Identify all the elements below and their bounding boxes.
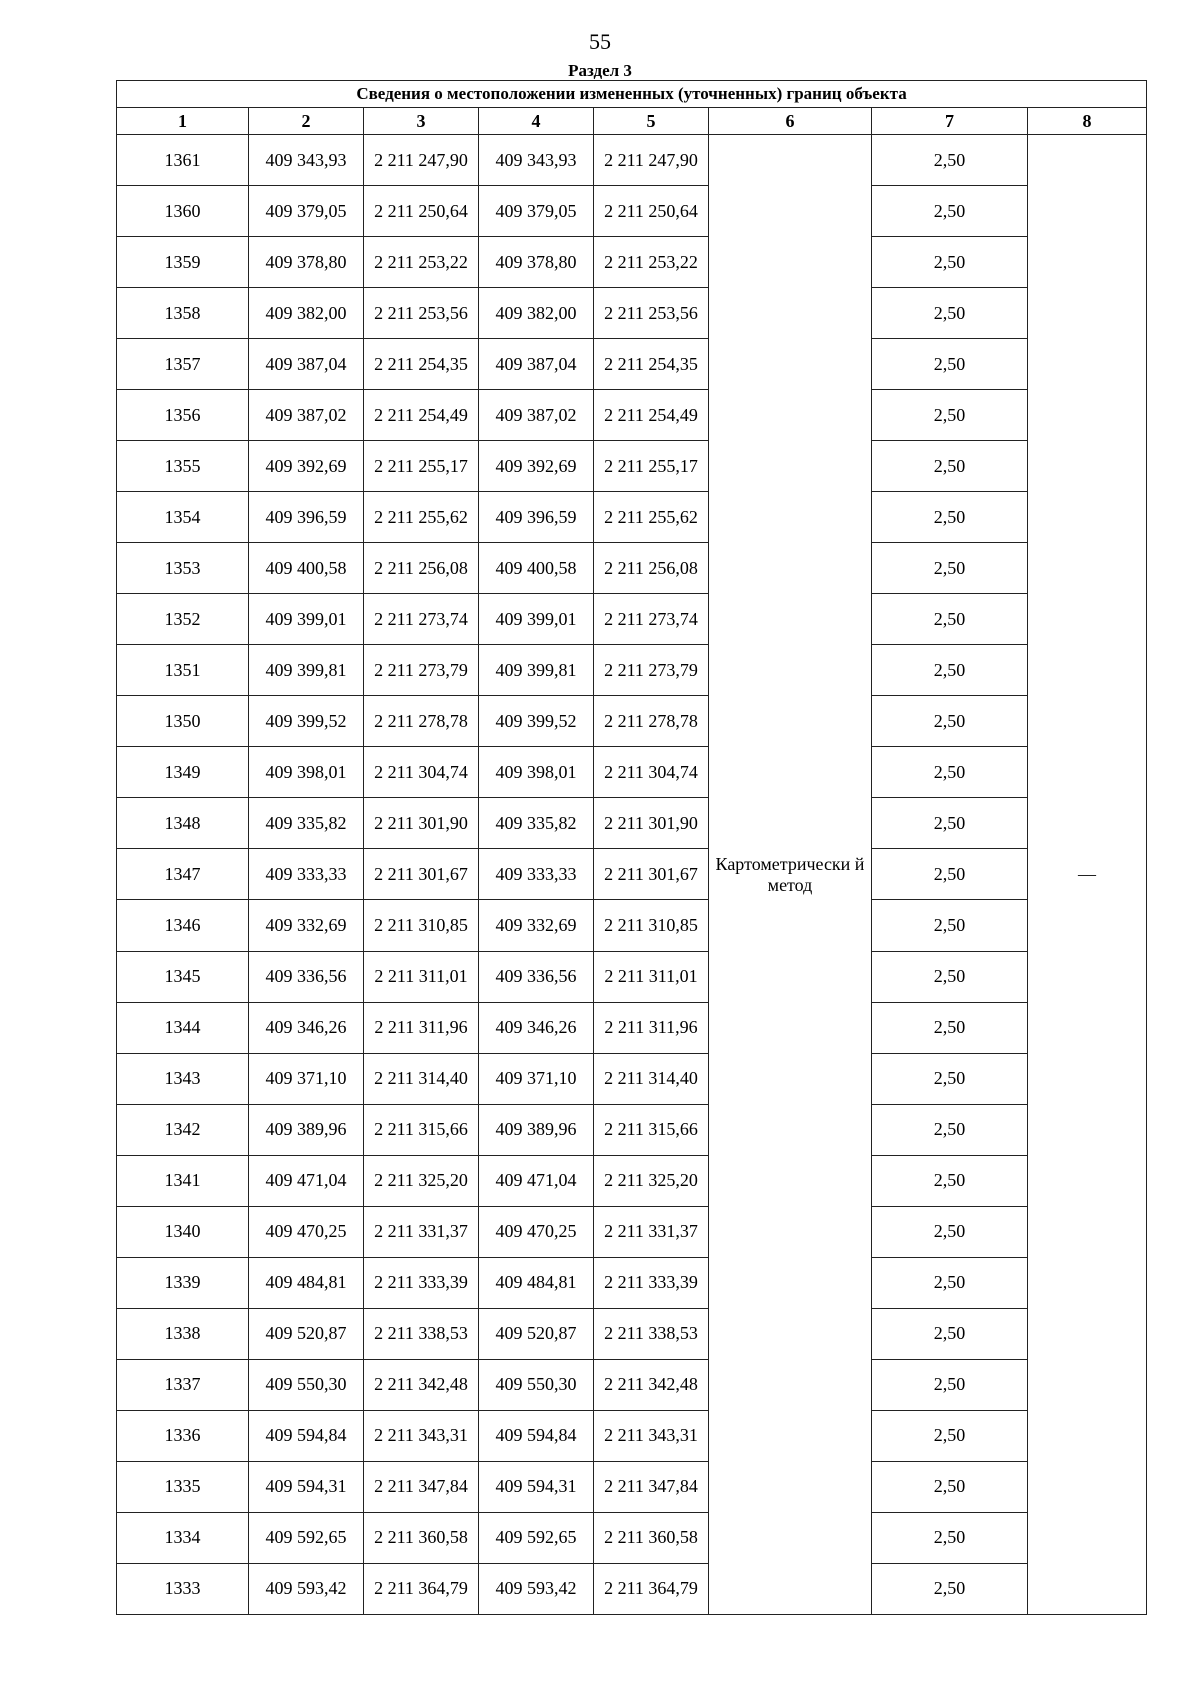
x-existing-cell: 409 333,33 bbox=[249, 849, 364, 900]
column8-cell: — bbox=[1028, 135, 1147, 1615]
x-new-cell: 409 333,33 bbox=[479, 849, 594, 900]
y-new-cell: 2 211 255,17 bbox=[594, 441, 709, 492]
column-header: 6 bbox=[709, 108, 872, 135]
x-new-cell: 409 593,42 bbox=[479, 1563, 594, 1614]
table-row bbox=[117, 1563, 1147, 1614]
y-new-cell: 2 211 325,20 bbox=[594, 1155, 709, 1206]
table-row bbox=[117, 1053, 1147, 1104]
point-number-cell: 1356 bbox=[117, 390, 249, 441]
precision-cell: 2,50 bbox=[872, 900, 1028, 951]
column-header: 7 bbox=[872, 108, 1028, 135]
x-existing-cell: 409 379,05 bbox=[249, 186, 364, 237]
precision-cell: 2,50 bbox=[872, 594, 1028, 645]
y-existing-cell: 2 211 256,08 bbox=[364, 543, 479, 594]
point-number-cell: 1350 bbox=[117, 696, 249, 747]
y-new-cell: 2 211 331,37 bbox=[594, 1206, 709, 1257]
x-new-cell: 409 387,04 bbox=[479, 339, 594, 390]
y-new-cell: 2 211 310,85 bbox=[594, 900, 709, 951]
table-row bbox=[117, 849, 1147, 900]
precision-cell: 2,50 bbox=[872, 441, 1028, 492]
point-number-cell: 1348 bbox=[117, 798, 249, 849]
x-existing-cell: 409 346,26 bbox=[249, 1002, 364, 1053]
y-existing-cell: 2 211 342,48 bbox=[364, 1359, 479, 1410]
x-existing-cell: 409 392,69 bbox=[249, 441, 364, 492]
table-body bbox=[117, 81, 1147, 1615]
point-number-cell: 1345 bbox=[117, 951, 249, 1002]
x-existing-cell: 409 484,81 bbox=[249, 1257, 364, 1308]
precision-cell: 2,50 bbox=[872, 237, 1028, 288]
x-existing-cell: 409 343,93 bbox=[249, 135, 364, 186]
y-new-cell: 2 211 253,22 bbox=[594, 237, 709, 288]
table-row bbox=[117, 390, 1147, 441]
x-new-cell: 409 520,87 bbox=[479, 1308, 594, 1359]
precision-cell: 2,50 bbox=[872, 339, 1028, 390]
x-existing-cell: 409 594,84 bbox=[249, 1410, 364, 1461]
column-header: 5 bbox=[594, 108, 709, 135]
precision-cell: 2,50 bbox=[872, 1308, 1028, 1359]
point-number-cell: 1349 bbox=[117, 747, 249, 798]
y-new-cell: 2 211 311,96 bbox=[594, 1002, 709, 1053]
y-new-cell: 2 211 347,84 bbox=[594, 1461, 709, 1512]
point-number-cell: 1358 bbox=[117, 288, 249, 339]
point-number-cell: 1338 bbox=[117, 1308, 249, 1359]
y-existing-cell: 2 211 360,58 bbox=[364, 1512, 479, 1563]
precision-cell: 2,50 bbox=[872, 1257, 1028, 1308]
y-existing-cell: 2 211 343,31 bbox=[364, 1410, 479, 1461]
table-row bbox=[117, 1308, 1147, 1359]
x-new-cell: 409 470,25 bbox=[479, 1206, 594, 1257]
x-existing-cell: 409 336,56 bbox=[249, 951, 364, 1002]
point-number-cell: 1352 bbox=[117, 594, 249, 645]
x-existing-cell: 409 593,42 bbox=[249, 1563, 364, 1614]
x-new-cell: 409 371,10 bbox=[479, 1053, 594, 1104]
precision-cell: 2,50 bbox=[872, 849, 1028, 900]
precision-cell: 2,50 bbox=[872, 696, 1028, 747]
x-new-cell: 409 387,02 bbox=[479, 390, 594, 441]
precision-cell: 2,50 bbox=[872, 492, 1028, 543]
x-existing-cell: 409 387,04 bbox=[249, 339, 364, 390]
precision-cell: 2,50 bbox=[872, 747, 1028, 798]
table-row bbox=[117, 798, 1147, 849]
x-existing-cell: 409 371,10 bbox=[249, 1053, 364, 1104]
point-number-cell: 1351 bbox=[117, 645, 249, 696]
table-row bbox=[117, 594, 1147, 645]
column-header-row bbox=[117, 108, 1147, 135]
coordinates-table bbox=[116, 80, 1147, 1615]
point-number-cell: 1354 bbox=[117, 492, 249, 543]
y-existing-cell: 2 211 301,90 bbox=[364, 798, 479, 849]
table-row bbox=[117, 543, 1147, 594]
point-number-cell: 1340 bbox=[117, 1206, 249, 1257]
y-existing-cell: 2 211 364,79 bbox=[364, 1563, 479, 1614]
y-existing-cell: 2 211 301,67 bbox=[364, 849, 479, 900]
y-existing-cell: 2 211 304,74 bbox=[364, 747, 479, 798]
x-new-cell: 409 392,69 bbox=[479, 441, 594, 492]
table-row bbox=[117, 1512, 1147, 1563]
y-existing-cell: 2 211 255,17 bbox=[364, 441, 479, 492]
x-new-cell: 409 471,04 bbox=[479, 1155, 594, 1206]
y-new-cell: 2 211 250,64 bbox=[594, 186, 709, 237]
y-existing-cell: 2 211 278,78 bbox=[364, 696, 479, 747]
x-existing-cell: 409 387,02 bbox=[249, 390, 364, 441]
precision-cell: 2,50 bbox=[872, 798, 1028, 849]
x-existing-cell: 409 335,82 bbox=[249, 798, 364, 849]
column-header: 1 bbox=[117, 108, 249, 135]
y-new-cell: 2 211 273,74 bbox=[594, 594, 709, 645]
point-number-cell: 1337 bbox=[117, 1359, 249, 1410]
y-new-cell: 2 211 301,90 bbox=[594, 798, 709, 849]
y-new-cell: 2 211 304,74 bbox=[594, 747, 709, 798]
precision-cell: 2,50 bbox=[872, 186, 1028, 237]
table-row bbox=[117, 1002, 1147, 1053]
table-row bbox=[117, 747, 1147, 798]
point-number-cell: 1355 bbox=[117, 441, 249, 492]
x-new-cell: 409 332,69 bbox=[479, 900, 594, 951]
x-existing-cell: 409 399,81 bbox=[249, 645, 364, 696]
column-header: 3 bbox=[364, 108, 479, 135]
x-existing-cell: 409 520,87 bbox=[249, 1308, 364, 1359]
point-number-cell: 1343 bbox=[117, 1053, 249, 1104]
y-new-cell: 2 211 247,90 bbox=[594, 135, 709, 186]
point-number-cell: 1359 bbox=[117, 237, 249, 288]
y-new-cell: 2 211 315,66 bbox=[594, 1104, 709, 1155]
point-number-cell: 1333 bbox=[117, 1563, 249, 1614]
y-existing-cell: 2 211 325,20 bbox=[364, 1155, 479, 1206]
precision-cell: 2,50 bbox=[872, 1104, 1028, 1155]
y-existing-cell: 2 211 347,84 bbox=[364, 1461, 479, 1512]
point-number-cell: 1346 bbox=[117, 900, 249, 951]
precision-cell: 2,50 bbox=[872, 1461, 1028, 1512]
x-new-cell: 409 399,81 bbox=[479, 645, 594, 696]
precision-cell: 2,50 bbox=[872, 543, 1028, 594]
point-number-cell: 1339 bbox=[117, 1257, 249, 1308]
y-new-cell: 2 211 254,35 bbox=[594, 339, 709, 390]
y-new-cell: 2 211 256,08 bbox=[594, 543, 709, 594]
x-new-cell: 409 335,82 bbox=[479, 798, 594, 849]
y-existing-cell: 2 211 250,64 bbox=[364, 186, 479, 237]
table-row bbox=[117, 288, 1147, 339]
precision-cell: 2,50 bbox=[872, 1155, 1028, 1206]
x-existing-cell: 409 332,69 bbox=[249, 900, 364, 951]
table-row bbox=[117, 1461, 1147, 1512]
table-row bbox=[117, 339, 1147, 390]
y-existing-cell: 2 211 310,85 bbox=[364, 900, 479, 951]
precision-cell: 2,50 bbox=[872, 1410, 1028, 1461]
x-new-cell: 409 379,05 bbox=[479, 186, 594, 237]
x-new-cell: 409 398,01 bbox=[479, 747, 594, 798]
x-new-cell: 409 378,80 bbox=[479, 237, 594, 288]
table-row bbox=[117, 696, 1147, 747]
column-header: 8 bbox=[1028, 108, 1147, 135]
y-new-cell: 2 211 360,58 bbox=[594, 1512, 709, 1563]
table-row bbox=[117, 237, 1147, 288]
precision-cell: 2,50 bbox=[872, 1053, 1028, 1104]
method-cell: Картометрически й метод bbox=[709, 135, 872, 1615]
y-existing-cell: 2 211 255,62 bbox=[364, 492, 479, 543]
table-row bbox=[117, 1410, 1147, 1461]
y-existing-cell: 2 211 247,90 bbox=[364, 135, 479, 186]
x-existing-cell: 409 550,30 bbox=[249, 1359, 364, 1410]
x-existing-cell: 409 398,01 bbox=[249, 747, 364, 798]
y-existing-cell: 2 211 311,96 bbox=[364, 1002, 479, 1053]
x-existing-cell: 409 396,59 bbox=[249, 492, 364, 543]
x-existing-cell: 409 382,00 bbox=[249, 288, 364, 339]
y-new-cell: 2 211 343,31 bbox=[594, 1410, 709, 1461]
y-existing-cell: 2 211 314,40 bbox=[364, 1053, 479, 1104]
x-new-cell: 409 484,81 bbox=[479, 1257, 594, 1308]
y-existing-cell: 2 211 338,53 bbox=[364, 1308, 479, 1359]
x-existing-cell: 409 400,58 bbox=[249, 543, 364, 594]
x-existing-cell: 409 399,01 bbox=[249, 594, 364, 645]
y-existing-cell: 2 211 253,56 bbox=[364, 288, 479, 339]
section-title: Раздел 3 bbox=[568, 61, 632, 80]
precision-cell: 2,50 bbox=[872, 1359, 1028, 1410]
x-existing-cell: 409 470,25 bbox=[249, 1206, 364, 1257]
point-number-cell: 1335 bbox=[117, 1461, 249, 1512]
point-number-cell: 1353 bbox=[117, 543, 249, 594]
x-new-cell: 409 550,30 bbox=[479, 1359, 594, 1410]
point-number-cell: 1334 bbox=[117, 1512, 249, 1563]
table-row bbox=[117, 492, 1147, 543]
x-new-cell: 409 346,26 bbox=[479, 1002, 594, 1053]
y-existing-cell: 2 211 333,39 bbox=[364, 1257, 479, 1308]
table-row bbox=[117, 1155, 1147, 1206]
y-new-cell: 2 211 253,56 bbox=[594, 288, 709, 339]
y-new-cell: 2 211 314,40 bbox=[594, 1053, 709, 1104]
x-new-cell: 409 399,01 bbox=[479, 594, 594, 645]
column-header: 4 bbox=[479, 108, 594, 135]
x-existing-cell: 409 592,65 bbox=[249, 1512, 364, 1563]
table-row bbox=[117, 1257, 1147, 1308]
point-number-cell: 1341 bbox=[117, 1155, 249, 1206]
precision-cell: 2,50 bbox=[872, 951, 1028, 1002]
table-caption: Сведения о местоположении измененных (уточненных) границ объекта bbox=[117, 81, 1147, 108]
point-number-cell: 1360 bbox=[117, 186, 249, 237]
column-header: 2 bbox=[249, 108, 364, 135]
x-existing-cell: 409 378,80 bbox=[249, 237, 364, 288]
table-row bbox=[117, 1104, 1147, 1155]
y-new-cell: 2 211 364,79 bbox=[594, 1563, 709, 1614]
y-existing-cell: 2 211 311,01 bbox=[364, 951, 479, 1002]
x-new-cell: 409 389,96 bbox=[479, 1104, 594, 1155]
table-row bbox=[117, 441, 1147, 492]
precision-cell: 2,50 bbox=[872, 1002, 1028, 1053]
page-number: 55 bbox=[589, 29, 611, 54]
table-row bbox=[117, 900, 1147, 951]
table-caption-row bbox=[117, 81, 1147, 108]
x-new-cell: 409 336,56 bbox=[479, 951, 594, 1002]
table-row bbox=[117, 951, 1147, 1002]
y-existing-cell: 2 211 253,22 bbox=[364, 237, 479, 288]
precision-cell: 2,50 bbox=[872, 1563, 1028, 1614]
point-number-cell: 1361 bbox=[117, 135, 249, 186]
point-number-cell: 1342 bbox=[117, 1104, 249, 1155]
y-new-cell: 2 211 278,78 bbox=[594, 696, 709, 747]
y-new-cell: 2 211 273,79 bbox=[594, 645, 709, 696]
precision-cell: 2,50 bbox=[872, 645, 1028, 696]
y-new-cell: 2 211 342,48 bbox=[594, 1359, 709, 1410]
x-existing-cell: 409 399,52 bbox=[249, 696, 364, 747]
x-new-cell: 409 594,31 bbox=[479, 1461, 594, 1512]
x-new-cell: 409 396,59 bbox=[479, 492, 594, 543]
y-new-cell: 2 211 254,49 bbox=[594, 390, 709, 441]
table-row bbox=[117, 135, 1147, 186]
x-new-cell: 409 382,00 bbox=[479, 288, 594, 339]
point-number-cell: 1347 bbox=[117, 849, 249, 900]
table-row bbox=[117, 1359, 1147, 1410]
y-existing-cell: 2 211 331,37 bbox=[364, 1206, 479, 1257]
precision-cell: 2,50 bbox=[872, 1512, 1028, 1563]
precision-cell: 2,50 bbox=[872, 390, 1028, 441]
y-existing-cell: 2 211 273,74 bbox=[364, 594, 479, 645]
table-row bbox=[117, 645, 1147, 696]
x-existing-cell: 409 471,04 bbox=[249, 1155, 364, 1206]
y-existing-cell: 2 211 315,66 bbox=[364, 1104, 479, 1155]
precision-cell: 2,50 bbox=[872, 288, 1028, 339]
x-existing-cell: 409 389,96 bbox=[249, 1104, 364, 1155]
table-row bbox=[117, 1206, 1147, 1257]
y-existing-cell: 2 211 254,49 bbox=[364, 390, 479, 441]
y-new-cell: 2 211 333,39 bbox=[594, 1257, 709, 1308]
y-new-cell: 2 211 255,62 bbox=[594, 492, 709, 543]
precision-cell: 2,50 bbox=[872, 1206, 1028, 1257]
precision-cell: 2,50 bbox=[872, 135, 1028, 186]
y-new-cell: 2 211 311,01 bbox=[594, 951, 709, 1002]
y-existing-cell: 2 211 273,79 bbox=[364, 645, 479, 696]
y-new-cell: 2 211 301,67 bbox=[594, 849, 709, 900]
x-new-cell: 409 594,84 bbox=[479, 1410, 594, 1461]
y-new-cell: 2 211 338,53 bbox=[594, 1308, 709, 1359]
y-existing-cell: 2 211 254,35 bbox=[364, 339, 479, 390]
point-number-cell: 1357 bbox=[117, 339, 249, 390]
x-new-cell: 409 400,58 bbox=[479, 543, 594, 594]
point-number-cell: 1336 bbox=[117, 1410, 249, 1461]
point-number-cell: 1344 bbox=[117, 1002, 249, 1053]
x-new-cell: 409 343,93 bbox=[479, 135, 594, 186]
table-row bbox=[117, 186, 1147, 237]
x-existing-cell: 409 594,31 bbox=[249, 1461, 364, 1512]
x-new-cell: 409 592,65 bbox=[479, 1512, 594, 1563]
x-new-cell: 409 399,52 bbox=[479, 696, 594, 747]
